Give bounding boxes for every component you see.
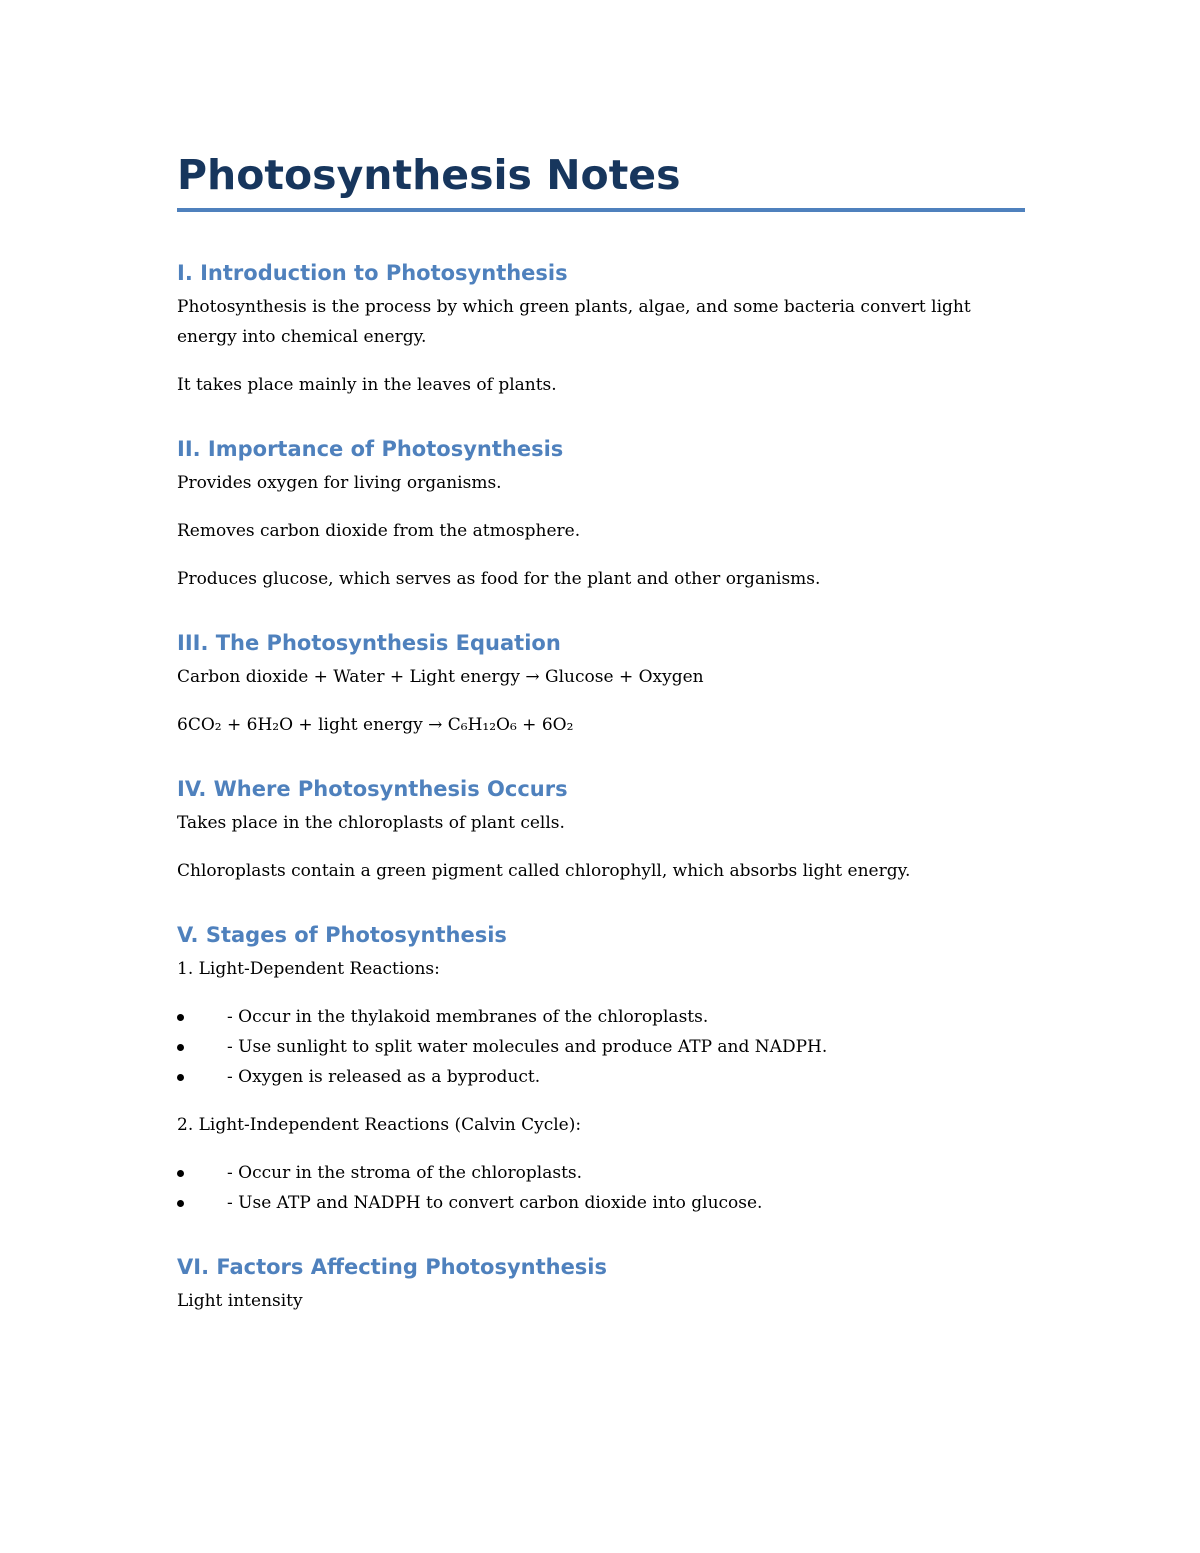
paragraph: Takes place in the chloroplasts of plant cells. — [177, 813, 565, 833]
stage-label: 2. Light-Independent Reactions (Calvin Cycle): — [177, 1115, 582, 1135]
bullet-list — [177, 1002, 1025, 1092]
bullet-icon — [177, 1170, 184, 1177]
section-heading: II. Importance of Photosynthesis — [177, 437, 564, 461]
document-content — [177, 148, 1025, 1350]
bullet-icon — [177, 1074, 184, 1081]
list-item — [177, 1032, 1025, 1062]
paragraph: Removes carbon dioxide from the atmosphere. — [177, 521, 581, 541]
section-heading: IV. Where Photosynthesis Occurs — [177, 777, 568, 801]
title-underline — [177, 208, 1025, 212]
section-factors — [177, 1252, 1025, 1316]
section-introduction — [177, 258, 1025, 400]
paragraph: Photosynthesis is the process by which green plants, algae, and some bacteria convert light energy into chemical energy. — [177, 297, 971, 347]
list-item-text: - Oxygen is released as a byproduct. — [227, 1067, 541, 1087]
bullet-list — [177, 1158, 1025, 1218]
list-item — [177, 1188, 1025, 1218]
list-item-text: - Use sunlight to split water molecules and produce ATP and NADPH. — [227, 1037, 828, 1057]
bullet-icon — [177, 1044, 184, 1051]
section-heading: III. The Photosynthesis Equation — [177, 631, 561, 655]
section-equation — [177, 628, 1025, 740]
paragraph: Light intensity — [177, 1291, 303, 1311]
list-item — [177, 1002, 1025, 1032]
chemical-equation: 6CO₂ + 6H₂O + light energy → C₆H₁₂O₆ + 6O₂ — [177, 715, 574, 735]
bullet-icon — [177, 1014, 184, 1021]
page-title: Photosynthesis Notes — [177, 151, 681, 199]
stage-label: 1. Light-Dependent Reactions: — [177, 959, 440, 979]
list-item — [177, 1158, 1025, 1188]
section-location — [177, 774, 1025, 886]
paragraph: It takes place mainly in the leaves of plants. — [177, 375, 557, 395]
list-item — [177, 1062, 1025, 1092]
list-item-text: - Use ATP and NADPH to convert carbon dioxide into glucose. — [227, 1193, 763, 1213]
section-heading: I. Introduction to Photosynthesis — [177, 261, 568, 285]
section-heading: VI. Factors Affecting Photosynthesis — [177, 1255, 608, 1279]
list-item-text: - Occur in the thylakoid membranes of the chloroplasts. — [227, 1007, 709, 1027]
section-heading: V. Stages of Photosynthesis — [177, 923, 507, 947]
paragraph: Chloroplasts contain a green pigment called chlorophyll, which absorbs light energy. — [177, 861, 911, 881]
section-importance — [177, 434, 1025, 594]
paragraph: Provides oxygen for living organisms. — [177, 473, 502, 493]
section-stages — [177, 920, 1025, 1218]
bullet-icon — [177, 1200, 184, 1207]
word-equation: Carbon dioxide + Water + Light energy → Glucose + Oxygen — [177, 667, 704, 687]
list-item-text: - Occur in the stroma of the chloroplasts. — [227, 1163, 583, 1183]
paragraph: Produces glucose, which serves as food for the plant and other organisms. — [177, 569, 821, 589]
